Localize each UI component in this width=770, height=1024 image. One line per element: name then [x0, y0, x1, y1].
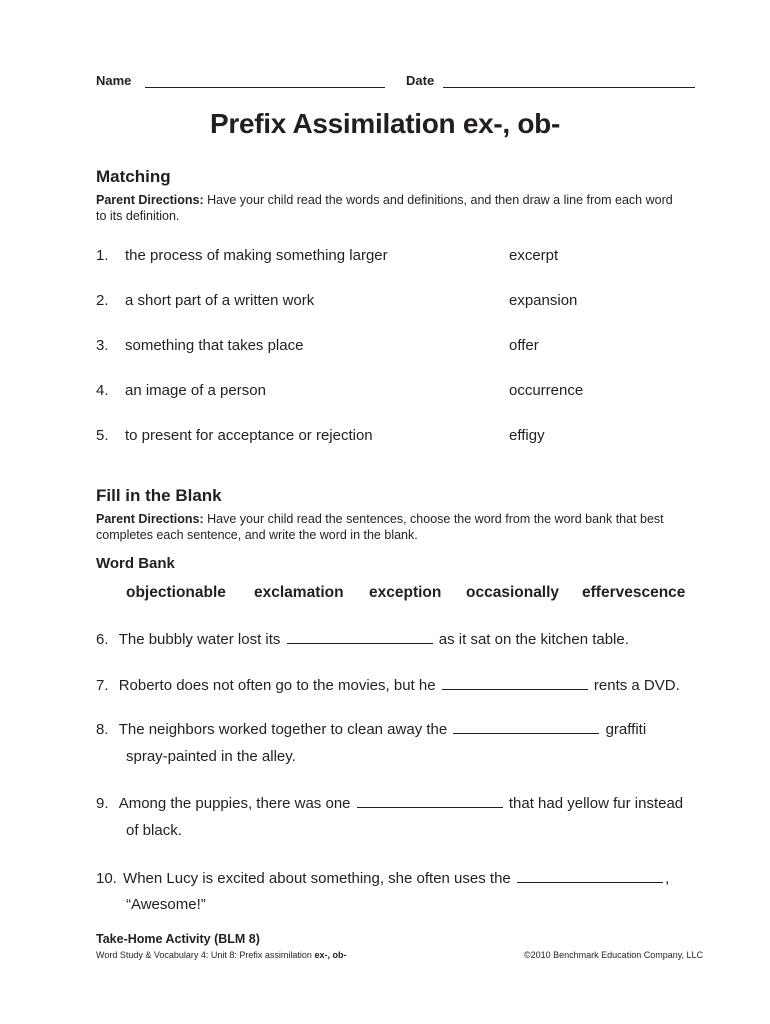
item-number: 3. [96, 337, 109, 354]
word-bank-item: objectionable [126, 584, 226, 601]
answer-blank[interactable] [357, 793, 503, 808]
name-field[interactable] [145, 87, 385, 88]
item-definition: a short part of a written work [125, 292, 315, 309]
question-9 [96, 793, 683, 812]
question-continuation: of black. [126, 822, 182, 839]
item-word: effigy [509, 427, 545, 444]
item-definition: an image of a person [125, 382, 266, 399]
question-continuation: spray-painted in the alley. [126, 748, 296, 765]
matching-heading: Matching [96, 167, 171, 186]
directions-text: Have your child read the words and definitions, and then draw a line from each word to its definition. [96, 193, 673, 223]
course-prefix: Word Study & Vocabulary 4: Unit 8: Prefix assimilation [96, 950, 315, 960]
item-number: 5. [96, 427, 109, 444]
matching-row [96, 427, 696, 447]
question-number: 9. [96, 795, 109, 812]
question-text-before: The bubbly water lost its [118, 631, 281, 648]
question-10 [96, 868, 669, 887]
item-definition: something that takes place [125, 337, 304, 354]
course-bold: ex-, ob- [314, 950, 347, 960]
page-title: Prefix Assimilation ex-, ob- [210, 108, 560, 139]
question-text-after: that had yellow fur instead [508, 795, 684, 812]
date-field[interactable] [443, 87, 695, 88]
question-text-after: as it sat on the kitchen table. [438, 631, 629, 648]
question-7 [96, 675, 680, 694]
item-word: excerpt [509, 247, 559, 264]
word-bank-item: exception [369, 584, 442, 601]
item-number: 4. [96, 382, 109, 399]
question-6 [96, 629, 629, 648]
question-number: 10. [96, 870, 117, 887]
matching-directions [96, 192, 676, 224]
course-info [96, 950, 346, 960]
question-8 [96, 719, 646, 738]
directions-lead: Parent Directions: [96, 193, 204, 207]
answer-blank[interactable] [453, 719, 599, 734]
fill-heading: Fill in the Blank [96, 486, 222, 505]
word-bank-item: occasionally [466, 584, 560, 601]
matching-row [96, 292, 696, 312]
question-number: 8. [96, 721, 109, 738]
item-definition: the process of making something larger [125, 247, 388, 264]
answer-blank[interactable] [517, 868, 663, 883]
item-word: occurrence [509, 382, 584, 399]
question-text-before: When Lucy is excited about something, she often uses the [123, 870, 511, 887]
item-definition: to present for acceptance or rejection [125, 427, 373, 444]
name-label: Name [96, 73, 132, 88]
copyright: ©2010 Benchmark Education Company, LLC [524, 950, 704, 960]
directions-lead: Parent Directions: [96, 512, 204, 526]
question-number: 6. [96, 631, 109, 648]
matching-row [96, 337, 696, 357]
item-number: 2. [96, 292, 109, 309]
directions-text: Have your child read the sentences, choose the word from the word bank that best completes each sentence, and write the word in the blank. [96, 512, 664, 542]
date-label: Date [406, 73, 435, 88]
item-number: 1. [96, 247, 109, 264]
question-text-after: rents a DVD. [593, 677, 680, 694]
question-text-before: Roberto does not often go to the movies, but he [118, 677, 436, 694]
answer-blank[interactable] [442, 675, 588, 690]
question-continuation: “Awesome!” [126, 896, 206, 913]
question-number: 7. [96, 677, 109, 694]
item-word: offer [509, 337, 539, 354]
word-bank-item: effervescence [582, 584, 686, 601]
question-text-after: , [664, 870, 670, 887]
matching-row [96, 382, 696, 402]
fill-directions [96, 511, 676, 543]
question-text-before: Among the puppies, there was one [118, 795, 351, 812]
matching-row [96, 247, 696, 267]
word-bank-title: Word Bank [96, 555, 175, 572]
activity-label: Take-Home Activity (BLM 8) [96, 932, 260, 946]
answer-blank[interactable] [287, 629, 433, 644]
question-text-after: graffiti [605, 721, 647, 738]
word-bank-item: exclamation [254, 584, 344, 601]
question-text-before: The neighbors worked together to clean away the [118, 721, 448, 738]
item-word: expansion [509, 292, 578, 309]
